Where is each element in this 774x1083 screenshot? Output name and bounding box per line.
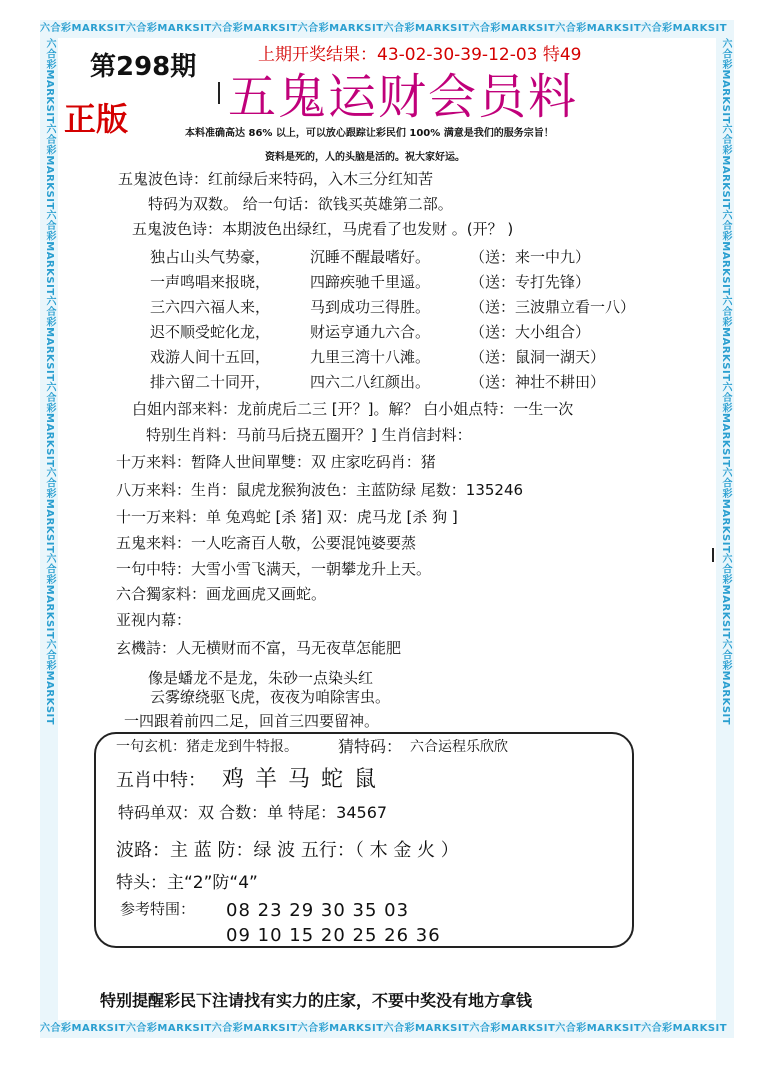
eighty-thousand-line: 八万来料：生肖：鼠虎龙猴狗波色：主蓝防绿 尾数：135246 xyxy=(116,481,524,499)
one-hundred-ten-thousand-line: 十一万来料：单 兔鸡蛇 [杀 猪] 双：虎马龙 [杀 狗 ] xyxy=(116,508,458,526)
guess-value: 六合运程乐欣欣 xyxy=(410,739,508,755)
reference-label: 参考特围： xyxy=(120,900,196,918)
guess-label: 猜特码： xyxy=(338,737,403,756)
riddle-line: 一句玄机：猪走龙到牛特报。 xyxy=(116,739,298,755)
mystic-poem-line-3: 云雾缭绕驱飞虎，夜夜为咱除害虫。 xyxy=(150,688,391,706)
atv-insider-line: 亚视内幕： xyxy=(116,611,192,629)
last-draw-result: 上期开奖结果：43-02-30-39-12-03 特49 xyxy=(258,45,582,65)
exclusive-line: 六合獨家料：画龙画虎又画蛇。 xyxy=(116,585,327,603)
odd-even-line: 特码单双：双 合数：单 特尾：34567 xyxy=(118,803,388,822)
poem-row: 迟不顺受蛇化龙， 财运亨通九六合。 （送：大小组合） xyxy=(150,323,591,341)
hundred-thousand-line: 十万来料：暂降人世间單雙：双 庄家吃码肖：猪 xyxy=(116,453,436,471)
issue-number: 第298期 xyxy=(90,52,197,82)
poem-row: 戏游人间十五回， 九里三湾十八滩。 （送：鼠洞一湖天） xyxy=(150,348,606,366)
poem-row: 独占山头气势豪， 沉睡不醒最嗜好。 （送：来一中九） xyxy=(150,248,591,266)
five-zodiac-label: 五肖中特： xyxy=(116,770,206,791)
genuine-label: 正版 xyxy=(64,100,129,138)
poem-row: 一声鸣唱来报晓， 四蹄疾驰千里遥。 （送：专打先锋） xyxy=(150,273,591,291)
decorative-border-right: 六合彩MARKSIT六合彩MARKSIT六合彩MARKSIT六合彩MARKSIT六合彩MARKSIT六合彩MARKSIT六合彩MARKSIT六合彩MARKSIT xyxy=(716,38,734,1020)
special-even-line: 特码为双数。 给一句话：欲钱买英雄第二部。 xyxy=(148,195,453,213)
special-zodiac-line: 特别生肖料：马前马后挠五圈开？] 生肖信封料： xyxy=(146,426,472,444)
decorative-border-top: 六合彩MARKSIT六合彩MARKSIT六合彩MARKSIT六合彩MARKSIT六合彩MARKSIT六合彩MARKSIT六合彩MARKSIT六合彩MARKSIT xyxy=(40,20,734,38)
reference-numbers-row-2: 09 10 15 20 25 26 36 xyxy=(226,925,441,946)
footer-reminder: 特别提醒彩民下注请找有实力的庄家，不要中奖没有地方拿钱 xyxy=(100,991,533,1010)
five-zodiac-value: 鸡 羊 马 蛇 鼠 xyxy=(222,767,378,792)
decorative-border-left: 六合彩MARKSIT六合彩MARKSIT六合彩MARKSIT六合彩MARKSIT六合彩MARKSIT六合彩MARKSIT六合彩MARKSIT六合彩MARKSIT xyxy=(40,38,58,1020)
title-divider xyxy=(218,82,220,104)
baijie-insider-line: 白姐内部来料：龙前虎后二三 [开？]。解？ 白小姐点特：一生一次 xyxy=(132,400,574,418)
head-line: 特头：主“2”防“4” xyxy=(116,873,258,893)
mystic-poem-line-2: 像是蟠龙不是龙，朱砂一点染头红 xyxy=(148,669,374,687)
decorative-border-bottom: 六合彩MARKSIT六合彩MARKSIT六合彩MARKSIT六合彩MARKSIT六合彩MARKSIT六合彩MARKSIT六合彩MARKSIT六合彩MARKSIT xyxy=(40,1020,734,1038)
page-title: 五鬼运财会员料 xyxy=(228,69,579,125)
poem-row: 排六留二十同开， 四六二八红颜出。 （送：神壮不耕田） xyxy=(150,373,606,391)
wave-poem-line-2: 五鬼波色诗：本期波色出绿红，马虎看了也发财 。(开？ ) xyxy=(132,220,514,238)
subtitle-guarantee: 本料准确高达 86% 以上，可以放心跟踪让彩民们 100% 满意是我们的服务宗旨！ xyxy=(185,128,554,139)
margin-mark xyxy=(712,548,714,562)
one-sentence-line: 一句中特：大雪小雪飞满天，一朝攀龙升上天。 xyxy=(116,560,432,578)
mystic-poem-line: 玄機詩：人无横财而不富，马无夜草怎能肥 xyxy=(116,639,402,657)
mystic-poem-line-4: 一四跟着前四二足，回首三四要留神。 xyxy=(124,712,380,730)
reference-numbers-row-1: 08 23 29 30 35 03 xyxy=(226,900,410,921)
five-ghost-line: 五鬼来料：一人吃斋百人敬，公要混饨婆要蒸 xyxy=(116,534,417,552)
wave-poem-line: 五鬼波色诗：红前绿后来特码，入木三分红知苦 xyxy=(118,170,434,188)
subtitle-good-luck: 资料是死的，人的头脑是活的。祝大家好运。 xyxy=(265,152,465,163)
poem-row: 三六四六福人来， 马到成功三得胜。 （送：三波鼎立看一八） xyxy=(150,298,636,316)
wave-line: 波路：主 蓝 防：绿 波 五行：（ 木 金 火 ） xyxy=(116,840,459,861)
